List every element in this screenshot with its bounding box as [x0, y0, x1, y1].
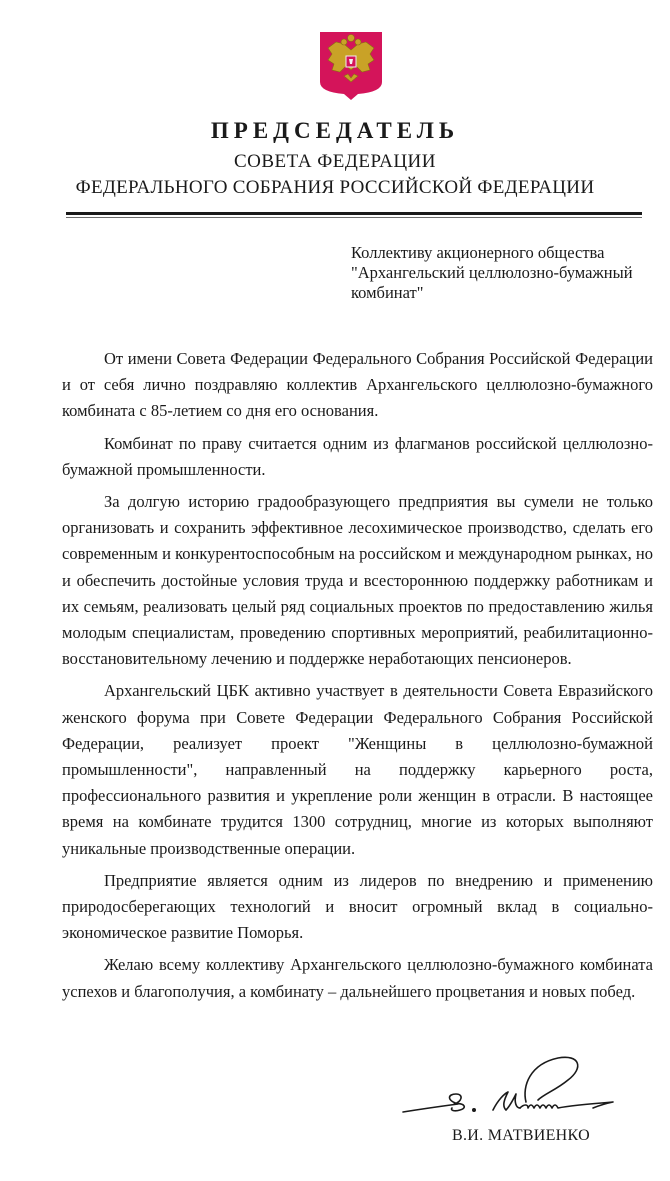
letter-body	[62, 346, 653, 1011]
russian-coat-of-arms-icon	[318, 30, 384, 102]
body-paragraph: Желаю всему коллективу Архангельского целлюлозно-бумажного комбината успехов и благополучия, а комбинату – дальнейшего процветания и новых побед.	[62, 955, 653, 1001]
body-paragraph: От имени Совета Федерации Федерального Собрания Российской Федерации и от себя лично поздравляю коллектив Архангельского целлюлозно-бумажного комбината с 85-летием со дня его основания.	[62, 349, 653, 421]
letterhead-subtitle-line1: СОВЕТА ФЕДЕРАЦИИ	[233, 151, 436, 172]
handwritten-signature-icon	[398, 1050, 648, 1130]
body-paragraph: Комбинат по праву считается одним из флагманов российской целлюлозно-бумажной промышленности.	[62, 433, 653, 479]
signer-name: В.И. МАТВИЕНКО	[452, 1127, 590, 1144]
letterhead-title: ПРЕДСЕДАТЕЛЬ	[210, 118, 460, 143]
addressee-block	[351, 243, 651, 303]
letterhead-subtitle-line2: ФЕДЕРАЛЬНОГО СОБРАНИЯ РОССИЙСКОЙ ФЕДЕРАЦИИ	[75, 177, 595, 198]
letterhead-divider-thin	[66, 217, 642, 218]
body-paragraph: Архангельский ЦБК активно участвует в деятельности Совета Евразийского женского форума при Совете Федерации Федерального Собрания Российской Федерации, реализует проект "Женщины в целлюлозно-бумажной промышленности", направленный на поддержку карьерного роста, профессионального развития и укрепление роли женщин в отрасли. В настоящее время на комбинате трудится 1300 сотрудниц, многие из которых выполняют уникальные производственные операции.	[62, 681, 653, 858]
addressee-line: Коллективу акционерного общества	[351, 243, 605, 262]
addressee-line: "Архангельский целлюлозно-бумажный	[351, 263, 633, 282]
body-paragraph: Предприятие является одним из лидеров по внедрению и применению природосберегающих технологий и вносит огромный вклад в социально-экономическое развитие Поморья.	[62, 870, 653, 943]
addressee-line: комбинат"	[351, 283, 424, 302]
letterhead-divider-thick	[66, 212, 642, 215]
body-paragraph: За долгую историю градообразующего предприятия вы сумели не только организовать и сохранить эффективное лесохимическое производство, сделать его современным и конкурентоспособным на российском и международном рынках, но и обеспечить достойные условия труда и всестороннюю поддержку работникам и их семьям, реализовать целый ряд социальных проектов по предоставлению жилья молодым специалистам, проведению спортивных мероприятий, реабилитационно-восстановительному лечению и поддержке неработающих пенсионеров.	[62, 492, 653, 669]
